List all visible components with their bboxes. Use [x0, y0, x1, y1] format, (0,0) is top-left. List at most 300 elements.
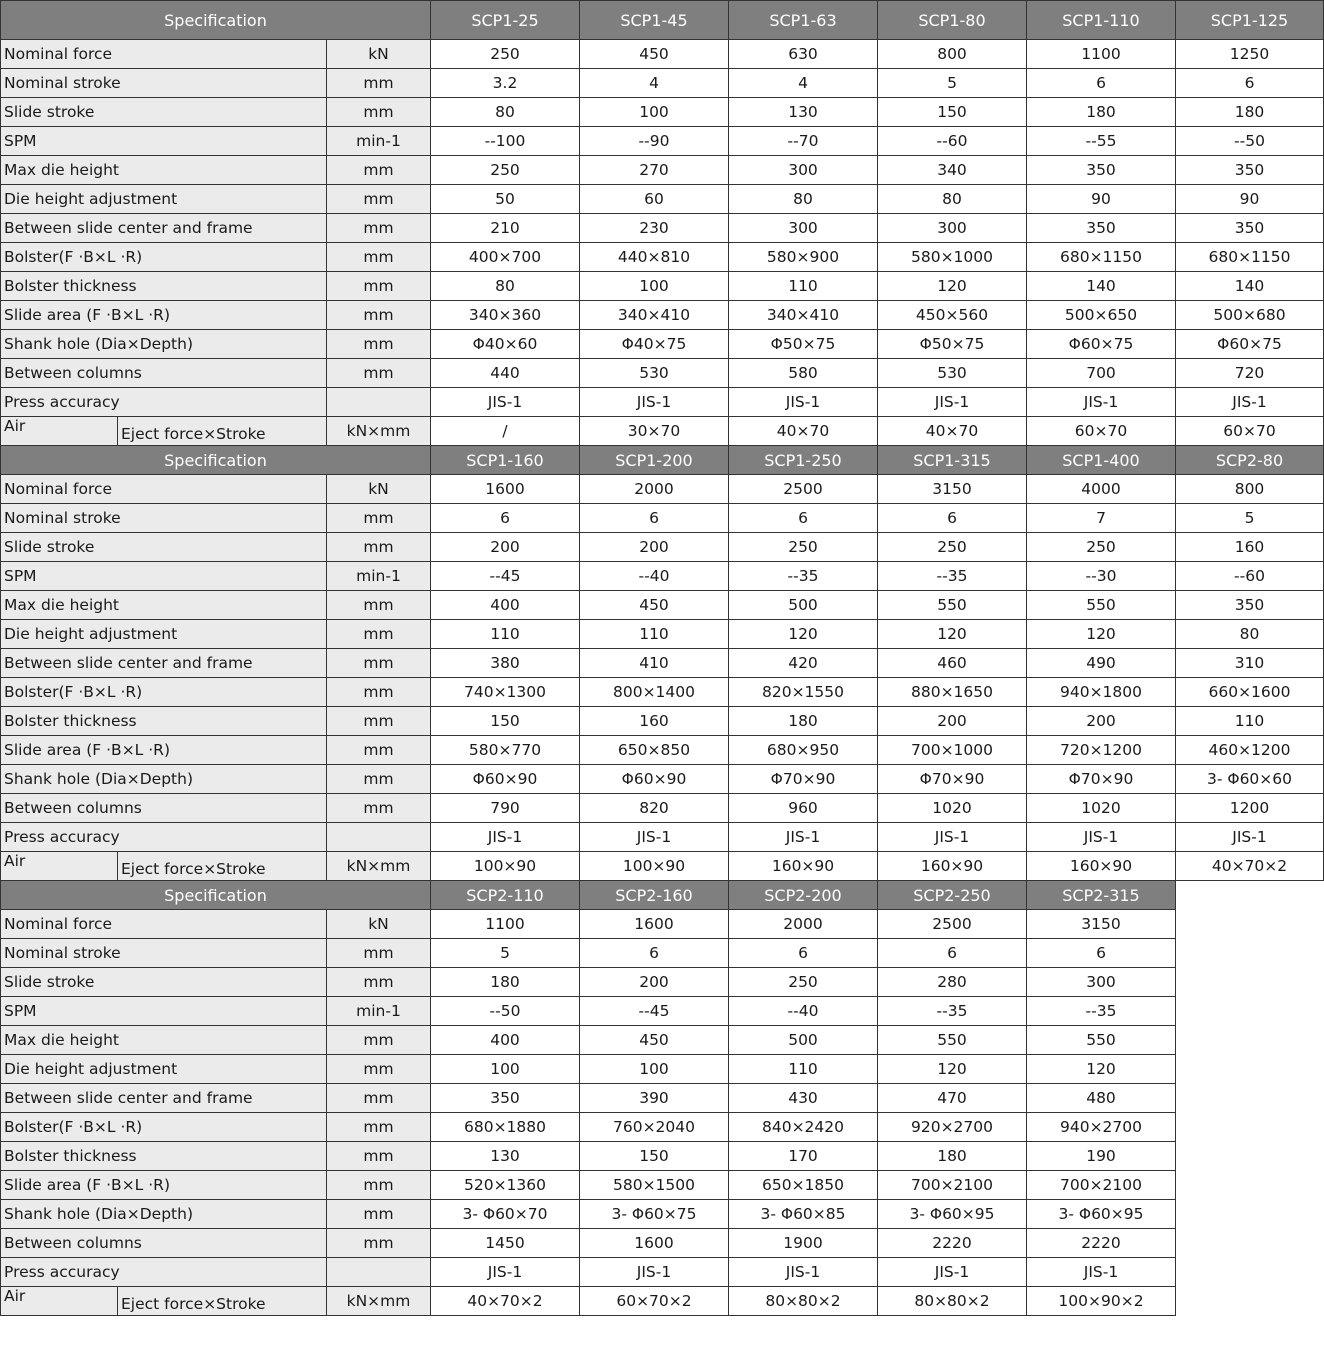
row-spm: [1, 127, 1324, 156]
eject-value: 60×70: [1027, 417, 1176, 446]
max-die-height-value: 500: [729, 1026, 878, 1055]
nominal-force-value: 1250: [1176, 40, 1324, 69]
die-height-adjustment-value: 110: [729, 1055, 878, 1084]
empty-cell: [1176, 939, 1324, 968]
slide-stroke-value: 250: [1027, 533, 1176, 562]
max-die-height-value: 550: [1027, 591, 1176, 620]
spm-value: --35: [878, 562, 1027, 591]
eject-value: 160×90: [878, 852, 1027, 881]
bolster-value: 580×1000: [878, 243, 1027, 272]
between-columns-value: 1020: [1027, 794, 1176, 823]
max-die-height-value: 450: [580, 591, 729, 620]
max-die-height-value: 340: [878, 156, 1027, 185]
spm-value: --60: [1176, 562, 1324, 591]
row-die-height-adjustment: [1, 185, 1324, 214]
between-slide-center-frame-label: Between slide center and frame: [1, 214, 327, 243]
slide-stroke-value: 130: [729, 98, 878, 127]
shank-hole-value: 3- Φ60×95: [1027, 1200, 1176, 1229]
max-die-height-value: 270: [580, 156, 729, 185]
slide-area-value: 700×2100: [1027, 1171, 1176, 1200]
die-height-adjustment-value: 110: [431, 620, 580, 649]
slide-area-value: 580×770: [431, 736, 580, 765]
spm-unit: min-1: [327, 127, 431, 156]
row-shank-hole: [1, 765, 1324, 794]
press-accuracy-unit: [327, 388, 431, 417]
row-spm: [1, 997, 1324, 1026]
between-slide-center-frame-value: 300: [729, 214, 878, 243]
shank-hole-value: Φ70×90: [1027, 765, 1176, 794]
between-columns-value: 2220: [1027, 1229, 1176, 1258]
row-slide-area: [1, 301, 1324, 330]
spm-value: --30: [1027, 562, 1176, 591]
row-between-slide-center-frame: [1, 1084, 1324, 1113]
between-slide-center-frame-value: 350: [1176, 214, 1324, 243]
shank-hole-value: 3- Φ60×95: [878, 1200, 1027, 1229]
empty-cell: [1176, 1200, 1324, 1229]
between-slide-center-frame-label: Between slide center and frame: [1, 1084, 327, 1113]
slide-stroke-value: 180: [431, 968, 580, 997]
die-height-adjustment-unit: mm: [327, 620, 431, 649]
die-height-adjustment-unit: mm: [327, 1055, 431, 1084]
row-bolster-thickness: [1, 707, 1324, 736]
empty-cell: [1176, 997, 1324, 1026]
model-header: SCP2-250: [878, 881, 1027, 910]
slide-stroke-value: 280: [878, 968, 1027, 997]
row-max-die-height: [1, 156, 1324, 185]
nominal-stroke-value: 6: [729, 504, 878, 533]
shank-hole-value: 3- Φ60×75: [580, 1200, 729, 1229]
slide-area-value: 340×410: [729, 301, 878, 330]
bolster-thickness-value: 180: [729, 707, 878, 736]
bolster-thickness-value: 80: [431, 272, 580, 301]
spm-value: --35: [1027, 997, 1176, 1026]
section-header-row: [1, 881, 1324, 910]
slide-area-value: 650×1850: [729, 1171, 878, 1200]
between-columns-value: 790: [431, 794, 580, 823]
row-press-accuracy: [1, 1258, 1324, 1287]
bolster-thickness-value: 100: [580, 272, 729, 301]
between-columns-value: 720: [1176, 359, 1324, 388]
press-accuracy-value: JIS-1: [878, 1258, 1027, 1287]
row-slide-stroke: [1, 98, 1324, 127]
max-die-height-label: Max die height: [1, 1026, 327, 1055]
max-die-height-value: 450: [580, 1026, 729, 1055]
row-nominal-stroke: [1, 939, 1324, 968]
row-nominal-force: [1, 40, 1324, 69]
empty-cell: [1176, 1084, 1324, 1113]
model-header: SCP1-63: [729, 1, 878, 40]
press-accuracy-value: JIS-1: [580, 1258, 729, 1287]
slide-stroke-unit: mm: [327, 968, 431, 997]
slide-stroke-value: 150: [878, 98, 1027, 127]
max-die-height-value: 250: [431, 156, 580, 185]
eject-value: 60×70×2: [580, 1287, 729, 1316]
slide-stroke-value: 300: [1027, 968, 1176, 997]
slide-stroke-value: 180: [1027, 98, 1176, 127]
between-columns-value: 1900: [729, 1229, 878, 1258]
nominal-force-value: 4000: [1027, 475, 1176, 504]
eject-value: 100×90×2: [1027, 1287, 1176, 1316]
slide-stroke-value: 180: [1176, 98, 1324, 127]
bolster-value: 440×810: [580, 243, 729, 272]
nominal-stroke-value: 4: [580, 69, 729, 98]
empty-cell: [1176, 1229, 1324, 1258]
press-accuracy-value: JIS-1: [729, 388, 878, 417]
max-die-height-value: 550: [1027, 1026, 1176, 1055]
max-die-height-label: Max die height: [1, 591, 327, 620]
bolster-value: 940×1800: [1027, 678, 1176, 707]
nominal-stroke-value: 6: [878, 504, 1027, 533]
between-slide-center-frame-value: 210: [431, 214, 580, 243]
spm-value: --45: [431, 562, 580, 591]
press-accuracy-value: JIS-1: [1027, 823, 1176, 852]
spm-value: --90: [580, 127, 729, 156]
row-shank-hole: [1, 330, 1324, 359]
specification-header: Specification: [1, 881, 431, 910]
max-die-height-value: 400: [431, 1026, 580, 1055]
nominal-stroke-label: Nominal stroke: [1, 69, 327, 98]
press-accuracy-value: JIS-1: [580, 388, 729, 417]
eject-value: 60×70: [1176, 417, 1324, 446]
nominal-stroke-value: 6: [1027, 939, 1176, 968]
slide-area-value: 650×850: [580, 736, 729, 765]
row-max-die-height: [1, 1026, 1324, 1055]
model-header: SCP1-200: [580, 446, 729, 475]
die-height-adjustment-value: 60: [580, 185, 729, 214]
press-accuracy-label: Press accuracy: [1, 1258, 327, 1287]
nominal-stroke-value: 4: [729, 69, 878, 98]
between-columns-value: 1600: [580, 1229, 729, 1258]
row-bolster: [1, 1113, 1324, 1142]
nominal-stroke-value: 6: [580, 504, 729, 533]
spm-value: --40: [580, 562, 729, 591]
max-die-height-unit: mm: [327, 156, 431, 185]
row-nominal-force: [1, 475, 1324, 504]
press-accuracy-value: JIS-1: [431, 1258, 580, 1287]
die-height-adjustment-label: Die height adjustment: [1, 1055, 327, 1084]
bolster-unit: mm: [327, 1113, 431, 1142]
bolster-value: 920×2700: [878, 1113, 1027, 1142]
shank-hole-value: Φ50×75: [729, 330, 878, 359]
bolster-thickness-value: 200: [1027, 707, 1176, 736]
row-between-columns: [1, 1229, 1324, 1258]
die-height-adjustment-value: 110: [580, 620, 729, 649]
bolster-value: 680×1150: [1027, 243, 1176, 272]
die-height-adjustment-value: 120: [878, 1055, 1027, 1084]
empty-cell: [1176, 1287, 1324, 1316]
max-die-height-unit: mm: [327, 1026, 431, 1055]
bolster-label: Bolster(F ·B×L ·R): [1, 1113, 327, 1142]
slide-stroke-value: 200: [580, 533, 729, 562]
between-columns-value: 1020: [878, 794, 1027, 823]
row-between-columns: [1, 794, 1324, 823]
between-slide-center-frame-value: 410: [580, 649, 729, 678]
between-columns-label: Between columns: [1, 1229, 327, 1258]
slide-stroke-value: 250: [729, 968, 878, 997]
nominal-stroke-value: 7: [1027, 504, 1176, 533]
model-header: SCP2-110: [431, 881, 580, 910]
bolster-thickness-value: 180: [878, 1142, 1027, 1171]
empty-cell: [1176, 1258, 1324, 1287]
bolster-thickness-value: 110: [1176, 707, 1324, 736]
between-slide-center-frame-value: 470: [878, 1084, 1027, 1113]
row-bolster: [1, 243, 1324, 272]
shank-hole-value: 3- Φ60×70: [431, 1200, 580, 1229]
eject-unit: kN×mm: [327, 852, 431, 881]
nominal-force-label: Nominal force: [1, 910, 327, 939]
slide-stroke-value: 250: [878, 533, 1027, 562]
die-height-adjustment-value: 120: [878, 620, 1027, 649]
section-header-row: [1, 1, 1324, 40]
slide-area-value: 500×650: [1027, 301, 1176, 330]
row-die-height-adjustment: [1, 1055, 1324, 1084]
row-slide-stroke: [1, 968, 1324, 997]
empty-cell: [1176, 1026, 1324, 1055]
row-between-slide-center-frame: [1, 214, 1324, 243]
bolster-unit: mm: [327, 678, 431, 707]
row-bolster: [1, 678, 1324, 707]
eject-value: 40×70×2: [431, 1287, 580, 1316]
die-height-adjustment-value: 50: [431, 185, 580, 214]
nominal-stroke-value: 3.2: [431, 69, 580, 98]
bolster-value: 660×1600: [1176, 678, 1324, 707]
shank-hole-value: Φ60×90: [580, 765, 729, 794]
press-accuracy-value: JIS-1: [580, 823, 729, 852]
nominal-force-unit: kN: [327, 910, 431, 939]
nominal-stroke-value: 6: [1027, 69, 1176, 98]
section-header-row: [1, 446, 1324, 475]
eject-label: Eject force×Stroke: [118, 852, 327, 881]
between-columns-value: 1200: [1176, 794, 1324, 823]
between-columns-value: 1450: [431, 1229, 580, 1258]
between-slide-center-frame-label: Between slide center and frame: [1, 649, 327, 678]
bolster-thickness-label: Bolster thickness: [1, 1142, 327, 1171]
air-label: Air: [1, 1287, 118, 1316]
between-columns-label: Between columns: [1, 359, 327, 388]
press-accuracy-value: JIS-1: [878, 388, 1027, 417]
model-header: SCP1-45: [580, 1, 729, 40]
air-label: Air: [1, 852, 118, 881]
die-height-adjustment-value: 90: [1176, 185, 1324, 214]
bolster-label: Bolster(F ·B×L ·R): [1, 678, 327, 707]
between-slide-center-frame-value: 460: [878, 649, 1027, 678]
between-columns-value: 440: [431, 359, 580, 388]
shank-hole-unit: mm: [327, 765, 431, 794]
shank-hole-value: Φ60×90: [431, 765, 580, 794]
nominal-force-value: 1100: [1027, 40, 1176, 69]
spm-unit: min-1: [327, 997, 431, 1026]
slide-stroke-value: 200: [580, 968, 729, 997]
die-height-adjustment-value: 80: [1176, 620, 1324, 649]
between-columns-value: 530: [878, 359, 1027, 388]
shank-hole-value: Φ60×75: [1027, 330, 1176, 359]
slide-stroke-label: Slide stroke: [1, 533, 327, 562]
bolster-thickness-value: 120: [878, 272, 1027, 301]
bolster-value: 680×1880: [431, 1113, 580, 1142]
spm-value: --60: [878, 127, 1027, 156]
bolster-thickness-value: 160: [580, 707, 729, 736]
between-slide-center-frame-value: 350: [1027, 214, 1176, 243]
nominal-stroke-unit: mm: [327, 504, 431, 533]
spm-label: SPM: [1, 127, 327, 156]
bolster-unit: mm: [327, 243, 431, 272]
slide-area-value: 500×680: [1176, 301, 1324, 330]
nominal-force-value: 3150: [878, 475, 1027, 504]
empty-cell: [1176, 910, 1324, 939]
model-header: SCP2-80: [1176, 446, 1324, 475]
max-die-height-value: 400: [431, 591, 580, 620]
spm-unit: min-1: [327, 562, 431, 591]
nominal-force-label: Nominal force: [1, 40, 327, 69]
press-accuracy-value: JIS-1: [1176, 388, 1324, 417]
spm-value: --50: [1176, 127, 1324, 156]
spm-value: --50: [431, 997, 580, 1026]
between-slide-center-frame-value: 490: [1027, 649, 1176, 678]
bolster-value: 820×1550: [729, 678, 878, 707]
eject-unit: kN×mm: [327, 417, 431, 446]
slide-area-value: 680×950: [729, 736, 878, 765]
max-die-height-value: 350: [1176, 591, 1324, 620]
between-slide-center-frame-unit: mm: [327, 1084, 431, 1113]
empty-cell: [1176, 881, 1324, 910]
empty-cell: [1176, 1171, 1324, 1200]
slide-area-value: 700×1000: [878, 736, 1027, 765]
model-header: SCP1-80: [878, 1, 1027, 40]
eject-value: 160×90: [1027, 852, 1176, 881]
between-slide-center-frame-value: 310: [1176, 649, 1324, 678]
between-columns-value: 960: [729, 794, 878, 823]
press-accuracy-unit: [327, 1258, 431, 1287]
bolster-label: Bolster(F ·B×L ·R): [1, 243, 327, 272]
shank-hole-value: Φ70×90: [729, 765, 878, 794]
slide-stroke-value: 80: [431, 98, 580, 127]
press-accuracy-value: JIS-1: [729, 1258, 878, 1287]
between-slide-center-frame-value: 380: [431, 649, 580, 678]
between-slide-center-frame-value: 390: [580, 1084, 729, 1113]
die-height-adjustment-value: 100: [580, 1055, 729, 1084]
nominal-force-value: 2500: [878, 910, 1027, 939]
nominal-force-value: 3150: [1027, 910, 1176, 939]
slide-stroke-label: Slide stroke: [1, 968, 327, 997]
model-header: SCP1-110: [1027, 1, 1176, 40]
nominal-stroke-unit: mm: [327, 939, 431, 968]
row-shank-hole: [1, 1200, 1324, 1229]
model-header: SCP1-400: [1027, 446, 1176, 475]
shank-hole-value: Φ40×60: [431, 330, 580, 359]
row-slide-area: [1, 736, 1324, 765]
die-height-adjustment-label: Die height adjustment: [1, 185, 327, 214]
spm-label: SPM: [1, 997, 327, 1026]
press-accuracy-value: JIS-1: [1176, 823, 1324, 852]
eject-value: 160×90: [729, 852, 878, 881]
press-accuracy-value: JIS-1: [878, 823, 1027, 852]
shank-hole-value: Φ50×75: [878, 330, 1027, 359]
between-columns-unit: mm: [327, 794, 431, 823]
eject-value: 100×90: [431, 852, 580, 881]
nominal-force-value: 630: [729, 40, 878, 69]
between-slide-center-frame-unit: mm: [327, 214, 431, 243]
eject-value: 100×90: [580, 852, 729, 881]
nominal-stroke-unit: mm: [327, 69, 431, 98]
nominal-force-value: 800: [878, 40, 1027, 69]
bolster-thickness-label: Bolster thickness: [1, 272, 327, 301]
eject-label: Eject force×Stroke: [118, 417, 327, 446]
model-header: SCP1-315: [878, 446, 1027, 475]
slide-area-unit: mm: [327, 301, 431, 330]
spm-value: --55: [1027, 127, 1176, 156]
nominal-force-value: 250: [431, 40, 580, 69]
slide-stroke-label: Slide stroke: [1, 98, 327, 127]
empty-cell: [1176, 1113, 1324, 1142]
slide-area-label: Slide area (F ·B×L ·R): [1, 1171, 327, 1200]
nominal-force-value: 1100: [431, 910, 580, 939]
max-die-height-value: 300: [729, 156, 878, 185]
nominal-force-value: 2000: [729, 910, 878, 939]
slide-stroke-value: 200: [431, 533, 580, 562]
nominal-stroke-value: 5: [431, 939, 580, 968]
max-die-height-value: 500: [729, 591, 878, 620]
between-slide-center-frame-unit: mm: [327, 649, 431, 678]
spm-value: --35: [729, 562, 878, 591]
shank-hole-value: Φ60×75: [1176, 330, 1324, 359]
bolster-thickness-value: 150: [431, 707, 580, 736]
nominal-stroke-value: 5: [878, 69, 1027, 98]
model-header: SCP1-125: [1176, 1, 1324, 40]
row-slide-stroke: [1, 533, 1324, 562]
die-height-adjustment-value: 90: [1027, 185, 1176, 214]
max-die-height-value: 550: [878, 591, 1027, 620]
slide-stroke-value: 250: [729, 533, 878, 562]
max-die-height-unit: mm: [327, 591, 431, 620]
shank-hole-label: Shank hole (Dia×Depth): [1, 1200, 327, 1229]
row-between-columns: [1, 359, 1324, 388]
bolster-value: 760×2040: [580, 1113, 729, 1142]
slide-area-value: 460×1200: [1176, 736, 1324, 765]
slide-area-value: 450×560: [878, 301, 1027, 330]
nominal-force-value: 2500: [729, 475, 878, 504]
die-height-adjustment-value: 120: [1027, 620, 1176, 649]
slide-stroke-value: 100: [580, 98, 729, 127]
die-height-adjustment-label: Die height adjustment: [1, 620, 327, 649]
bolster-thickness-unit: mm: [327, 707, 431, 736]
slide-stroke-unit: mm: [327, 533, 431, 562]
eject-value: 80×80×2: [729, 1287, 878, 1316]
between-columns-value: 2220: [878, 1229, 1027, 1258]
bolster-thickness-value: 140: [1176, 272, 1324, 301]
die-height-adjustment-value: 100: [431, 1055, 580, 1084]
bolster-value: 740×1300: [431, 678, 580, 707]
eject-value: 40×70: [729, 417, 878, 446]
nominal-stroke-value: 6: [1176, 69, 1324, 98]
between-columns-unit: mm: [327, 359, 431, 388]
row-air-eject: [1, 417, 1324, 446]
spm-label: SPM: [1, 562, 327, 591]
eject-unit: kN×mm: [327, 1287, 431, 1316]
shank-hole-value: Φ70×90: [878, 765, 1027, 794]
row-bolster-thickness: [1, 1142, 1324, 1171]
nominal-stroke-value: 6: [580, 939, 729, 968]
press-accuracy-value: JIS-1: [1027, 1258, 1176, 1287]
row-bolster-thickness: [1, 272, 1324, 301]
nominal-stroke-label: Nominal stroke: [1, 504, 327, 533]
bolster-thickness-value: 200: [878, 707, 1027, 736]
slide-area-value: 340×410: [580, 301, 729, 330]
row-die-height-adjustment: [1, 620, 1324, 649]
nominal-force-value: 800: [1176, 475, 1324, 504]
model-header: SCP2-315: [1027, 881, 1176, 910]
press-accuracy-value: JIS-1: [729, 823, 878, 852]
bolster-value: 800×1400: [580, 678, 729, 707]
